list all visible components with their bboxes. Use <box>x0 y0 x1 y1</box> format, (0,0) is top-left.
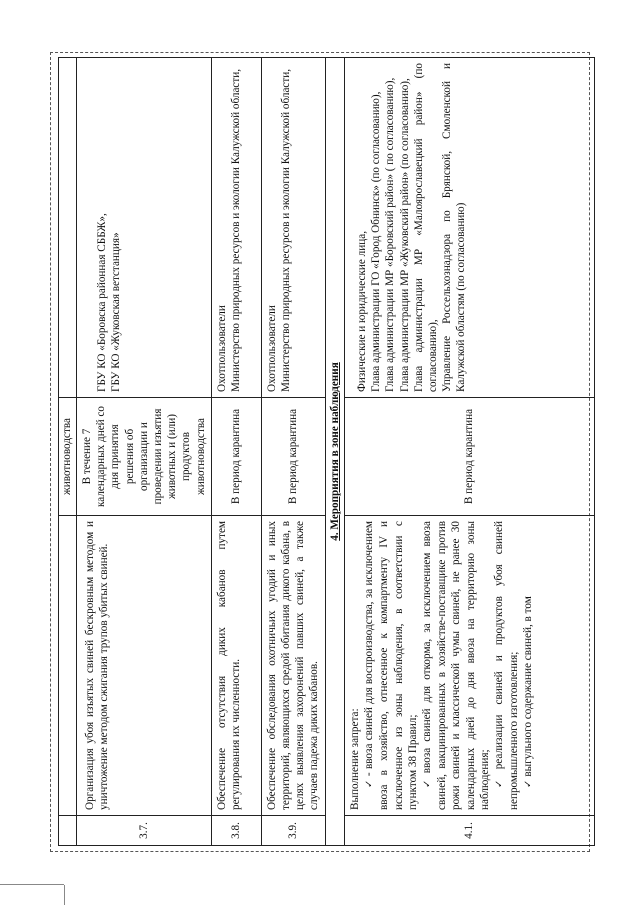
table-row <box>211 58 261 846</box>
action-item: ✓- ввоза свиней для воспроизводства, за исключением ввоза в хозяйство, отнесенное к компартменту IV и исключенное из зоны наблюдения, в соответствии с пунктом 38 Правил; <box>363 521 419 810</box>
row-responsible <box>345 58 595 398</box>
row-action <box>59 516 77 816</box>
row-responsible <box>211 58 261 398</box>
row-action <box>345 516 595 816</box>
scan-margin-line <box>0 884 64 885</box>
section-title: 4. Мероприятия в зоне наблюдения <box>325 58 344 846</box>
checkmark-icon: ✓ <box>523 779 535 788</box>
row-number: 3.8. <box>211 816 261 846</box>
action-item: ✓ввоза свиней для откорма, за исключением ввоза свиней, вакцинированных в хозяйстве-поставщике против рожи свиней и классической чумы свиней, не ранее 30 календарных дней до дня ввоза на территорию зоны наблюдения; <box>421 521 491 810</box>
row-responsible <box>261 58 325 398</box>
responsible-line: Глава администрации МР «Жуковский район» (по согласованию), <box>398 78 411 392</box>
responsible-line: Глава администрации ГО «Город Обнинск» (по согласованию), <box>370 91 383 392</box>
responsible-line: Министерство природных ресурсов и экологии Калужской области, <box>230 68 243 392</box>
row-responsible <box>59 58 77 398</box>
row-action-text: Организация убоя изъятых свиней бескровным методом и уничтожение методом сжигания трупов убитых свиней. <box>84 521 111 810</box>
row-number: 3.9. <box>261 816 325 846</box>
action-item: ✓выгульного содержание свиней, в том <box>522 596 535 788</box>
action-intro: Выполнение запрета: <box>349 708 362 810</box>
row-number: 4.1. <box>345 816 595 846</box>
table-row <box>261 58 325 846</box>
row-action <box>77 516 212 816</box>
responsible-line: Министерство природных ресурсов и экологии Калужской области, <box>280 68 293 392</box>
row-term: В период карантина <box>211 398 261 516</box>
row-action: Обеспечение обследования охотничьих угодий и иных территорий, являющихся средой обитания дикого кабана, в целях выявления захоронений павших свиней, а также случаев падежа диких кабанов. <box>261 516 325 816</box>
action-item: ✓реализации свиней и продуктов убоя свиней непромышленного изготовления; <box>493 521 521 810</box>
responsible-line: Глава администрации МР «Малоярославецкий район» (по согласованию), <box>412 63 440 392</box>
checkmark-icon: ✓ <box>364 779 376 788</box>
responsible-line: Охотпользователи <box>215 305 228 392</box>
responsible-line: Управление Россельхознадзора по Брянской, Смоленской и Калужской областям (по согласованию) <box>441 63 468 392</box>
responsible-line: Физические и юридические лица, <box>356 231 369 392</box>
table-row <box>345 58 595 846</box>
row-term: В течение 7 календарных дней со дня принятия решения об организации и проведении изъятия животных и (или) продуктов животноводства <box>77 398 212 516</box>
row-number: 3.7. <box>77 816 212 846</box>
row-action: Обеспечение отсутствия диких кабанов путем регулирования их численности. <box>211 516 261 816</box>
row-number <box>59 816 77 846</box>
checkmark-icon: ✓ <box>422 776 434 788</box>
responsible-line: Охотпользователи <box>265 305 278 392</box>
table-row <box>59 58 77 846</box>
checkmark-icon: ✓ <box>494 772 506 788</box>
row-term: животноводства <box>59 398 77 516</box>
rotated-document-sheet <box>50 52 590 852</box>
responsible-line: ГБУ КО «Жуковская ветстанция» <box>110 232 123 392</box>
section-header-row <box>325 58 344 846</box>
scan-margin-line <box>64 885 65 905</box>
row-term: В период карантина <box>261 398 325 516</box>
responsible-line: ГБУ КО «Боровска районная СББЖ», <box>96 213 108 392</box>
table-row <box>77 58 212 846</box>
row-term: В период карантина <box>345 398 595 516</box>
measures-table <box>58 57 595 846</box>
responsible-line: Глава администрации МР «Боровский район» ( по согласованию), <box>384 77 397 392</box>
row-responsible <box>77 58 212 398</box>
